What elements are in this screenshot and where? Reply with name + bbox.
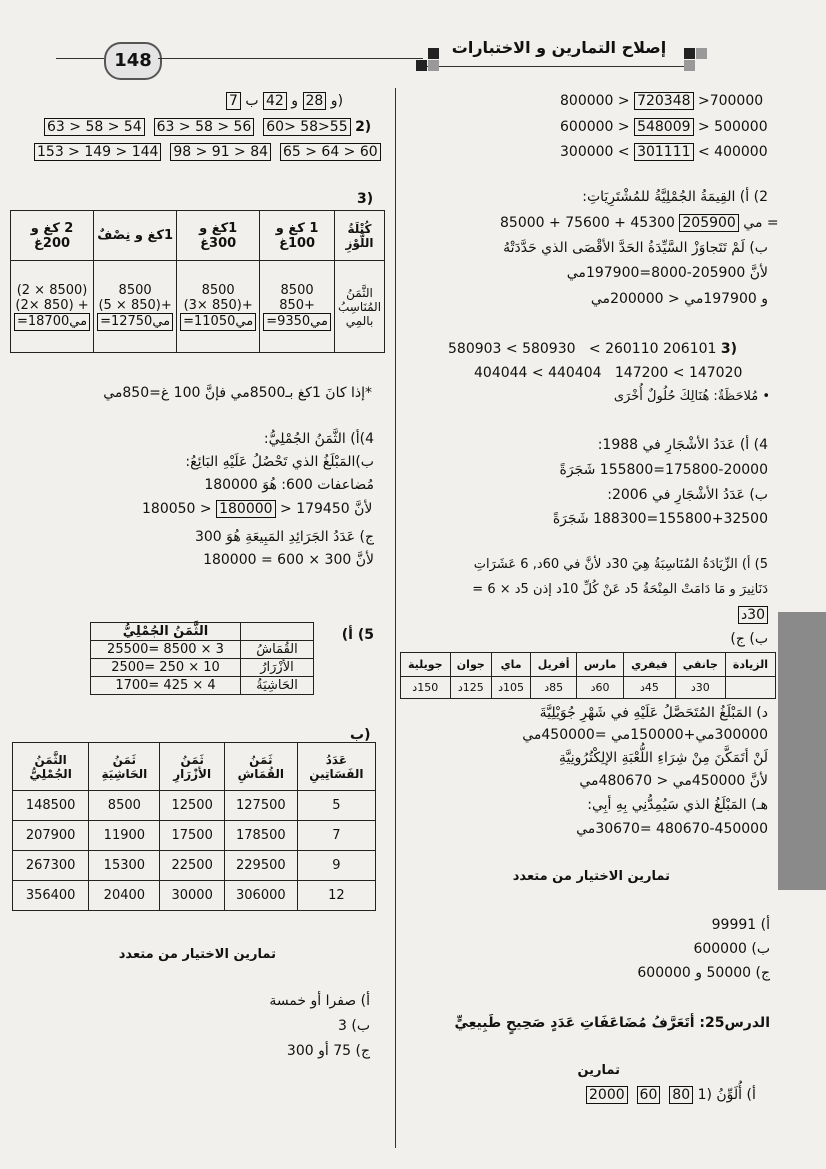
r-ex2-line: و 197900مي < 200000مي [590, 291, 768, 307]
side-tab [778, 612, 826, 890]
mcq-item: أ) صفرا أو خمسة [269, 993, 370, 1009]
t2-empty [241, 623, 314, 641]
t2-label: الحَاشِيَةُ [241, 677, 314, 695]
note-line: *إذا كانَ 1كغ بـ8500مي فإنَّ 100 غ=850مي [103, 385, 372, 401]
t3-cell: 15300 [89, 851, 160, 881]
lesson-title: الدرس25: أتَعَرَّفُ مُضَاعَفَاتِ عَدَدٍ صَحِيحٍ طَبِيعِيٍّ [454, 1015, 770, 1031]
increase-cell: 105د [492, 677, 531, 699]
t3-cell: 8500 [89, 791, 160, 821]
mcq-title-left: تمارين الاختيار من متعدد [118, 947, 276, 962]
t3-cell: 267300 [13, 851, 89, 881]
t3-cell: 11900 [89, 821, 160, 851]
month-cell: أفريل [531, 653, 577, 677]
r-ex3-note: • مُلاحَظَةٌ: هُنَالِكَ حُلُولٌ أُخْرَى [613, 389, 770, 404]
r-ex5-line: ب) ج) [730, 631, 768, 647]
t3-cell: 20400 [89, 881, 160, 911]
r-ex2-line: لأنَّ 205900-8000=197900مي [566, 265, 768, 281]
month-cell: جانفي [675, 653, 725, 677]
b-line: 7 و 28 و 42 ب) [226, 92, 343, 110]
page-number-badge: 148 [104, 42, 162, 80]
t1-cell: 8500 (5 × 850)+ =12750مي [94, 261, 177, 353]
r-mcq-item: ج) 50000 و 600000 [637, 965, 770, 981]
t1-cell: 8500 (3× 850)+ =11050مي [177, 261, 260, 353]
t3-header: ثَمَنُ الحَاشِيَةِ [89, 743, 160, 791]
ex4-line: ب)المَبْلَغُ الذي تَحْصُلُ عَلَيْهِ البَائِعُ: [185, 454, 374, 470]
mcq-item: ب) 3 [337, 1018, 370, 1034]
r-mcq-item: ب) 600000 [693, 941, 770, 957]
t3-cell: 22500 [160, 851, 224, 881]
t3-cell: 17500 [160, 821, 224, 851]
t3-cell: 178500 [224, 821, 297, 851]
dresses-table [12, 742, 376, 911]
month-cell: جوان [450, 653, 492, 677]
t3-cell: 127500 [224, 791, 297, 821]
t3-header: ثَمَنُ القُمَاشِ [224, 743, 297, 791]
t1-cell: 8500 850+ =9350مي [260, 261, 335, 353]
increase-cell: 150د [401, 677, 451, 699]
t3-cell: 5 [297, 791, 375, 821]
r-ex5-line: 5) أ) الزِّيَادَةُ المُنَاسِبَةُ هِيَ 30د لأنَّ في 60د, 6 عَشَرَاتِ [473, 557, 768, 572]
month-cell: الزيادة [725, 653, 775, 677]
r-ex5-more: هـ) المَبْلَغُ الذي سَيُمِدُّنِي بِهِ أبِي: [587, 797, 768, 813]
month-cell: جويلية [401, 653, 451, 677]
r-ex1-row: 300000 < 301111 < 400000 [560, 144, 768, 160]
r-ex1-row: 600000 > 548009 > 500000 [560, 119, 768, 135]
t3-cell: 7 [297, 821, 375, 851]
ex4-line: ج) عَدَدُ الجَرَائِدِ المَبِيعَةِ هُوَ 300 [194, 529, 374, 545]
t3-header: ثَمَنُ الأزْرَارِ [160, 743, 224, 791]
increase-cell: 30د [675, 677, 725, 699]
r-ex2-line: مي 205900 45300 + 75600 + 85000 = [500, 215, 779, 231]
t3-cell: 229500 [224, 851, 297, 881]
r-ex5-line: دَنَانِيرَ و مَا دَامَتْ المِنْحَةُ 5د عَنْ كُلِّ 10د إذن 5د × 6 = [472, 582, 768, 597]
month-cell: ماي [492, 653, 531, 677]
increase-cell: 45د [624, 677, 676, 699]
ex4-line: 180050 > 180000 > 179450 لأنَّ [142, 501, 373, 517]
r-ex5-more: 480670-450000 =30670مي [576, 821, 768, 837]
header-square [684, 48, 695, 59]
r-ex5-more: 300000مي+150000مي =450000مي [522, 727, 768, 743]
r-ex5-more: لَنْ أتَمَكَّنَ مِنْ شِرَاءِ اللُّعْبَةِ الإلِكْتُرُونِيَّةِ [558, 750, 768, 766]
r-ex5-more: لأنَّ 450000مي < 480670مي [579, 773, 768, 789]
t1-row-label: الثَّمَنُ المُنَاسِبُ بالمِي [334, 261, 384, 353]
t2-label: الأزْرَارُ [241, 659, 314, 677]
r-mcq-item: أ) 99991 [711, 917, 770, 933]
exercises-title: تمارين [577, 1063, 620, 1078]
ex5-label: 5) أ) [341, 627, 374, 643]
header-square [696, 48, 707, 59]
header-square [416, 60, 427, 71]
t2-label: القُمَاشُ [241, 641, 314, 659]
r-ex3-row1: 580903 < 580930 < 260110 206101 3) [448, 341, 738, 357]
t3-cell: 12 [297, 881, 375, 911]
increase-cell [725, 677, 775, 699]
r-ex2-line: 2) أ) القِيمَةُ الجُمْلِيَّةُ للمُشْتَرِيَاتِ: [582, 189, 768, 205]
column-divider [395, 88, 396, 1148]
months-table [400, 652, 776, 699]
mcq-item: ج) 75 أو 300 [286, 1043, 370, 1059]
t2-header: الثَّمَنُ الجُمْلِيُّ [91, 623, 241, 641]
t3-cell: 12500 [160, 791, 224, 821]
ex4-line: مُضاعفات 600: هُوَ 180000 [204, 477, 374, 493]
t2-value: 25500= 8500 × 3 [91, 641, 241, 659]
r-ex4-line: 4) أ) عَدَدُ الأشْجَارِ في 1988: [597, 437, 768, 453]
increase-cell: 60د [577, 677, 624, 699]
r-ex2-line: ب) لَمْ تَتَجاوَزْ السَّيِّدَةُ الحَدَّ الأقْصَى الذي حَدَّدَتْهُ [503, 240, 768, 256]
r-ex4-line: 155800+32500=188300 شَجَرَةً [552, 511, 768, 527]
t1-header: 1كغ و 300غ [177, 211, 260, 261]
header-line [158, 58, 423, 59]
almond-price-table [10, 210, 385, 353]
ex2-row1: 63 > 58 > 54 63 > 58 > 56 60> 58>55 2) [44, 118, 371, 136]
increase-cell: 125د [450, 677, 492, 699]
header-line [56, 58, 104, 59]
month-cell: فيفري [624, 653, 676, 677]
b-label: ب) [350, 727, 371, 743]
t1-header: كُتْلَةُ اللَّوْزِ [334, 211, 384, 261]
t3-cell: 9 [297, 851, 375, 881]
r-ex1-row: 800000 > 720348 >700000 [560, 93, 764, 109]
header-square [684, 60, 695, 71]
ex4-line: لأنَّ 300 × 600 = 180000 [203, 552, 374, 568]
mcq-title-right: تمارين الاختيار من متعدد [512, 869, 670, 884]
increase-cell: 85د [531, 677, 577, 699]
cost-table [90, 622, 314, 695]
ex2-row2: 153 > 149 > 144 98 > 91 > 84 65 > 64 > 60 [34, 143, 381, 161]
r-ex3-row2: 404044 < 440404 147200 < 147020 [474, 365, 743, 381]
t2-value: 1700= 425 × 4 [91, 677, 241, 695]
r-ex4-line: ب) عَدَدُ الأشْجَارِ في 2006: [607, 487, 768, 503]
month-cell: مارس [577, 653, 624, 677]
t3-cell: 306000 [224, 881, 297, 911]
header-square [428, 60, 439, 71]
t1-cell: (2 × 8500) (2× 850) + =18700مي [11, 261, 94, 353]
t1-header: 1 كغ و 100غ [260, 211, 335, 261]
ex4-line: 4)أ) الثَّمَنُ الجُمْلِيُّ: [263, 431, 374, 447]
t3-header: عَدَدُ الفَسَاتِينِ [297, 743, 375, 791]
r-ex5-line: 30د [412, 606, 768, 624]
t3-cell: 30000 [160, 881, 224, 911]
t2-value: 2500= 250 × 10 [91, 659, 241, 677]
header-square [428, 48, 439, 59]
t3-cell: 356400 [13, 881, 89, 911]
ex3-label: 3) [357, 191, 374, 207]
t3-header: الثَّمَنُ الجُمْلِيُّ [13, 743, 89, 791]
t3-cell: 148500 [13, 791, 89, 821]
r-ex4-line: 175800-20000=155800 شَجَرَةً [559, 462, 768, 478]
r-ex5-more: د) المَبْلَغُ المُتَحَصَّلُ عَلَيْهِ في شَهْرِ جُوَيْلِيَّةَ [539, 705, 768, 721]
t3-cell: 207900 [13, 821, 89, 851]
t1-header: 2 كغ و 200غ [11, 211, 94, 261]
r-last-line: 2000 60 80 1) أ) أُلَوِّنُ [586, 1086, 756, 1104]
header-line [426, 66, 684, 67]
header-title: إصلاح التمارين و الاختبارات [451, 38, 667, 57]
t1-header: 1كغ و نِصْفٌ [94, 211, 177, 261]
